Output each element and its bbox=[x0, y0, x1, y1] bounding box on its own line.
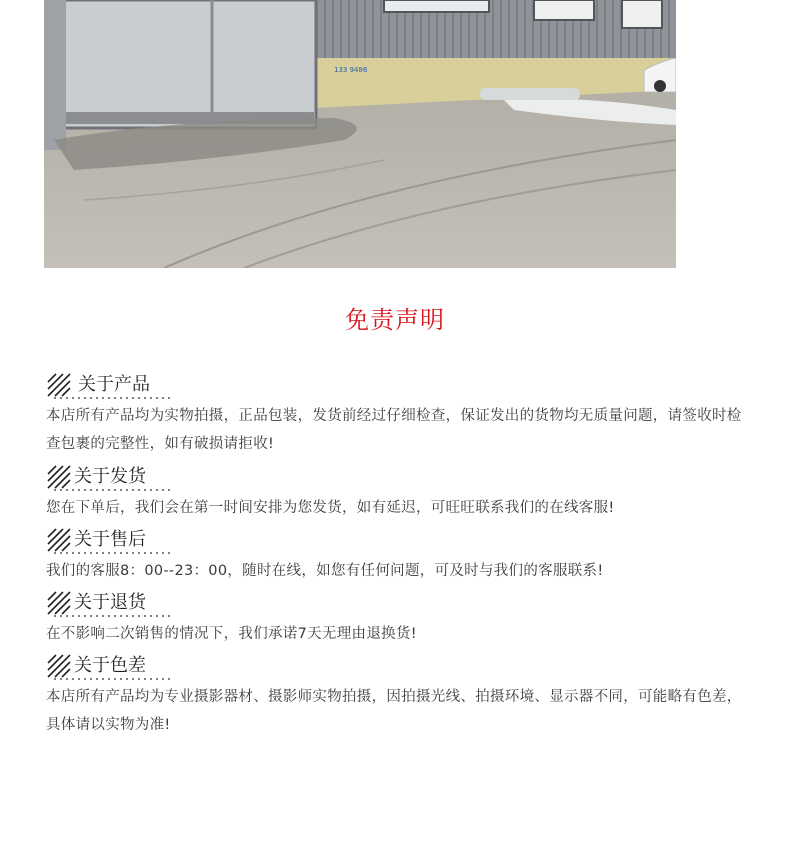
diagonal-stripes-icon bbox=[46, 653, 72, 679]
dotted-divider bbox=[52, 615, 174, 617]
diagonal-stripes-icon bbox=[46, 527, 72, 553]
dotted-divider bbox=[52, 552, 174, 554]
section-body: 本店所有产品均为专业摄影器材、摄影师实物拍摄，因拍摄光线、拍摄环境、显示器不同，可能略有色差，具体请以实物为准! bbox=[46, 689, 742, 733]
wall-sign-text: 133 9486 bbox=[334, 66, 368, 74]
section-body: 在不影响二次销售的情况下，我们承诺7天无理由退换货! bbox=[46, 626, 417, 642]
section-shipping bbox=[46, 464, 746, 522]
diagonal-stripes-icon bbox=[46, 372, 72, 398]
section-heading: 关于色差 bbox=[74, 655, 146, 676]
section-heading: 关于产品 bbox=[78, 374, 150, 395]
section-heading: 关于售后 bbox=[74, 529, 146, 550]
section-color-difference bbox=[46, 653, 746, 739]
section-product bbox=[46, 372, 746, 458]
section-body: 我们的客服8：00--23：00，随时在线，如您有任何问题，可及时与我们的客服联系! bbox=[46, 563, 604, 579]
section-heading: 关于退货 bbox=[74, 592, 146, 613]
section-heading: 关于发货 bbox=[74, 466, 146, 487]
section-returns bbox=[46, 590, 746, 648]
dotted-divider bbox=[52, 397, 174, 399]
section-body: 您在下单后，我们会在第一时间安排为您发货，如有延迟，可旺旺联系我们的在线客服! bbox=[46, 500, 615, 516]
section-body: 本店所有产品均为实物拍摄，正品包装，发货前经过仔细检查，保证发出的货物均无质量问题，请签收时检查包裹的完整性，如有破损请拒收! bbox=[46, 408, 742, 452]
warehouse-photo bbox=[44, 0, 676, 268]
diagonal-stripes-icon bbox=[46, 464, 72, 490]
dotted-divider bbox=[52, 678, 174, 680]
diagonal-stripes-icon bbox=[46, 590, 72, 616]
page-title: 免责声明 bbox=[345, 306, 445, 334]
dotted-divider bbox=[52, 489, 174, 491]
section-after-sales bbox=[46, 527, 746, 585]
